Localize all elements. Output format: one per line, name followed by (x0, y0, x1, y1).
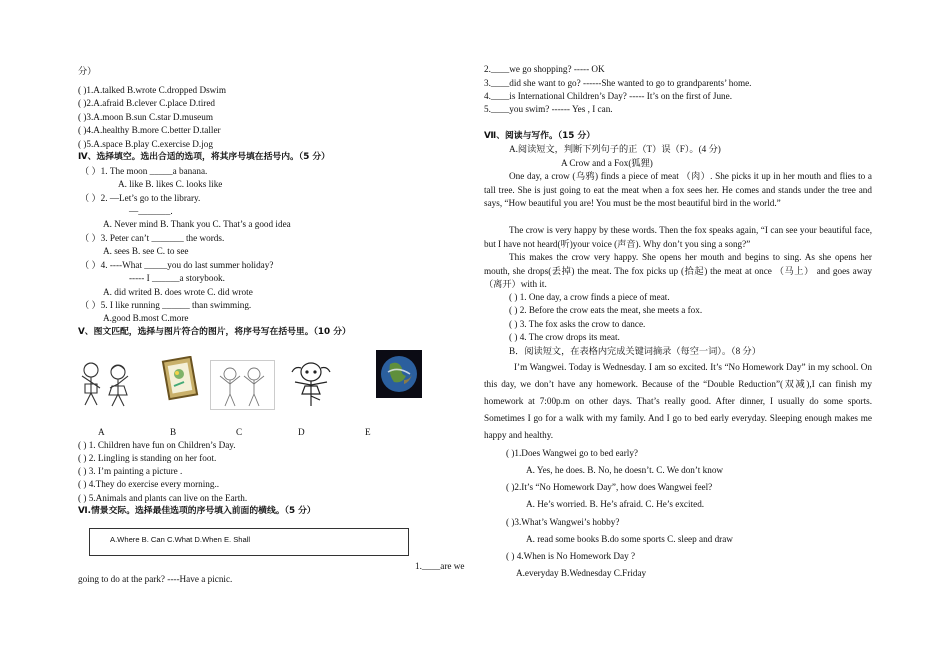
s4-q1-options: A. like B. likes C. looks like (118, 179, 223, 189)
s6-q5: 5.____you swim? ------ Yes , I can. (484, 104, 613, 114)
s4-q2: （ ）2. —Let’s go to the library. (80, 193, 201, 203)
s5-item-4: ( ) 4.They do exercise every morning.. (78, 479, 220, 489)
s4-q3: （ ）3. Peter can’t _______ the words. (80, 233, 225, 243)
s7a-story-title: A Crow and a Fox(狐狸) (561, 158, 653, 168)
s6-options: A.Where B. Can C.What D.When E. Shall (110, 535, 251, 544)
picture-label-a: A (98, 427, 105, 437)
s5-title: Ⅴ、图文匹配，选择与图片符合的图片，将序号写在括号里。（10 分） (78, 327, 351, 337)
s7b-instruction: B．阅读短文，在表格内完成关键词摘录（每空一词）。（8 分） (509, 346, 761, 356)
s5-item-3: ( ) 3. I’m painting a picture . (78, 466, 183, 476)
s3-item-3: ( )3.A.moon B.sun C.star D.museum (78, 112, 213, 122)
picture-label-b: B (170, 427, 177, 437)
painting-picture-image (160, 356, 200, 402)
s6-q1-part1: 1.____are we (415, 561, 465, 571)
s7b-q4: ( ) 4.When is No Homework Day ? (506, 551, 636, 561)
s7-title: Ⅶ、阅读与写作。（15 分） (484, 131, 596, 141)
s7b-q1: ( )1.Does Wangwei go to bed early? (506, 448, 639, 458)
s7b-paragraph: I’m Wangwei. Today is Wednesday. I am so excited. It’s “No Homework Day” in my school. On this day, we don’t have any homework. Because of the “Double Reduction”(双减),I can finish my homework at 7:00p.m on other days. That’s really good. After dinner, I usually do some sports. Sometimes I go for a walk with my family. And I go to bed early everyday. Sleeping enough makes me happy and healthy. (484, 362, 872, 440)
s7a-paragraph-1: One day, a crow (乌鸦) finds a piece of meat （肉）. She picks it up in her mouth and flies to a tall tree. She is just going to eat the meat when a fox sees her. He comes and stands under the tree and says, “How beautiful you are! You must be the most beautiful bird in the world.” (484, 171, 872, 208)
s7a-paragraph-2: The crow is very happy by these words. Then the fox speaks again, “I can see your beautiful face, but I have not heard(听)your voice (声音). Why don’t you sing a song?” (484, 225, 872, 249)
s7a-item-1: ( ) 1. One day, a crow finds a piece of meat. (509, 292, 670, 302)
score-fen: 分） (78, 66, 97, 76)
s4-title: Ⅳ、选择填空。选出合适的选项，将其序号填在括号内。（5 分） (78, 152, 330, 162)
s7b-q2-options: A. He’s worried. B. He’s afraid. C. He’s excited. (526, 499, 705, 509)
s7a-paragraph-3: This makes the crow very happy. She opens her mouth and begins to sing. As she opens her mouth, she drops(丢掉) the meat. The fox picks up (拾起) the meat at once （马上） and goes away（离开）with it. (484, 252, 872, 289)
picture-label-e: E (365, 427, 371, 437)
s7b-q3-options: A. read some books B.do some sports C. sleep and draw (526, 534, 733, 544)
s4-q5: （ ）5. I like running ______ than swimming. (80, 300, 252, 310)
s6-q2: 2.____we go shopping? ----- OK (484, 64, 605, 74)
s4-q1: （ ）1. The moon _____a banana. (80, 166, 208, 176)
s5-item-5: ( ) 5.Animals and plants can live on the Earth. (78, 493, 248, 503)
s3-item-1: ( )1.A.talked B.wrote C.dropped Dswim (78, 85, 226, 95)
s6-q1-part2: going to do at the park? ----Have a picnic. (78, 574, 233, 584)
s4-q4-options: A. did writed B. does wrote C. did wrote (103, 287, 253, 297)
s4-q4-reply: ----- I ______a storybook. (129, 273, 225, 283)
s5-item-2: ( ) 2. Lingling is standing on her foot. (78, 453, 217, 463)
s7b-q2: ( )2.It’s “No Homework Day”, how does Wangwei feel? (506, 482, 713, 492)
s7a-item-2: ( ) 2. Before the crow eats the meat, she meets a fox. (509, 305, 703, 315)
girl-standing-one-foot-image (285, 358, 337, 408)
s6-title: Ⅵ.情景交际。选择最佳选项的序号填入前面的横线。（5 分） (78, 506, 316, 516)
exercise-image (210, 360, 275, 410)
s6-q3: 3.____did she want to go? ------She wanted to go to grandparents’ home. (484, 78, 752, 88)
s4-q2-blank: —_______. (129, 206, 173, 216)
picture-label-d: D (298, 427, 305, 437)
s4-q2-options: A. Never mind B. Thank you C. That’s a good idea (103, 219, 291, 229)
s4-q3-options: A. sees B. see C. to see (103, 246, 189, 256)
s3-item-2: ( )2.A.afraid B.clever C.place D.tired (78, 98, 215, 108)
s7a-item-4: ( ) 4. The crow drops its meat. (509, 332, 620, 342)
s7a-item-3: ( ) 3. The fox asks the crow to dance. (509, 319, 646, 329)
picture-label-c: C (236, 427, 243, 437)
s7b-q4-options: A.everyday B.Wednesday C.Friday (516, 568, 647, 578)
s4-q5-options: A.good B.most C.more (103, 313, 189, 323)
s7b-q1-options: A. Yes, he does. B. No, he doesn’t. C. We don’t know (526, 465, 724, 475)
s4-q4: （ ）4. ----What _____you do last summer holiday? (80, 260, 274, 270)
s3-item-5: ( )5.A.space B.play C.exercise D.jog (78, 139, 213, 149)
s6-options-box (89, 528, 409, 556)
s5-item-1: ( ) 1. Children have fun on Children’s Day. (78, 440, 236, 450)
s3-item-4: ( )4.A.healthy B.more C.better D.taller (78, 125, 221, 135)
s6-q4: 4.____is International Children’s Day? ----- It’s on the first of June. (484, 91, 733, 101)
children-playing-image (76, 360, 136, 410)
earth-image (376, 350, 422, 398)
s7a-instruction: A.阅读短文，判断下列句子的正（T）误（F）。(4 分) (509, 144, 721, 154)
s7b-q3: ( )3.What’s Wangwei’s hobby? (506, 517, 620, 527)
